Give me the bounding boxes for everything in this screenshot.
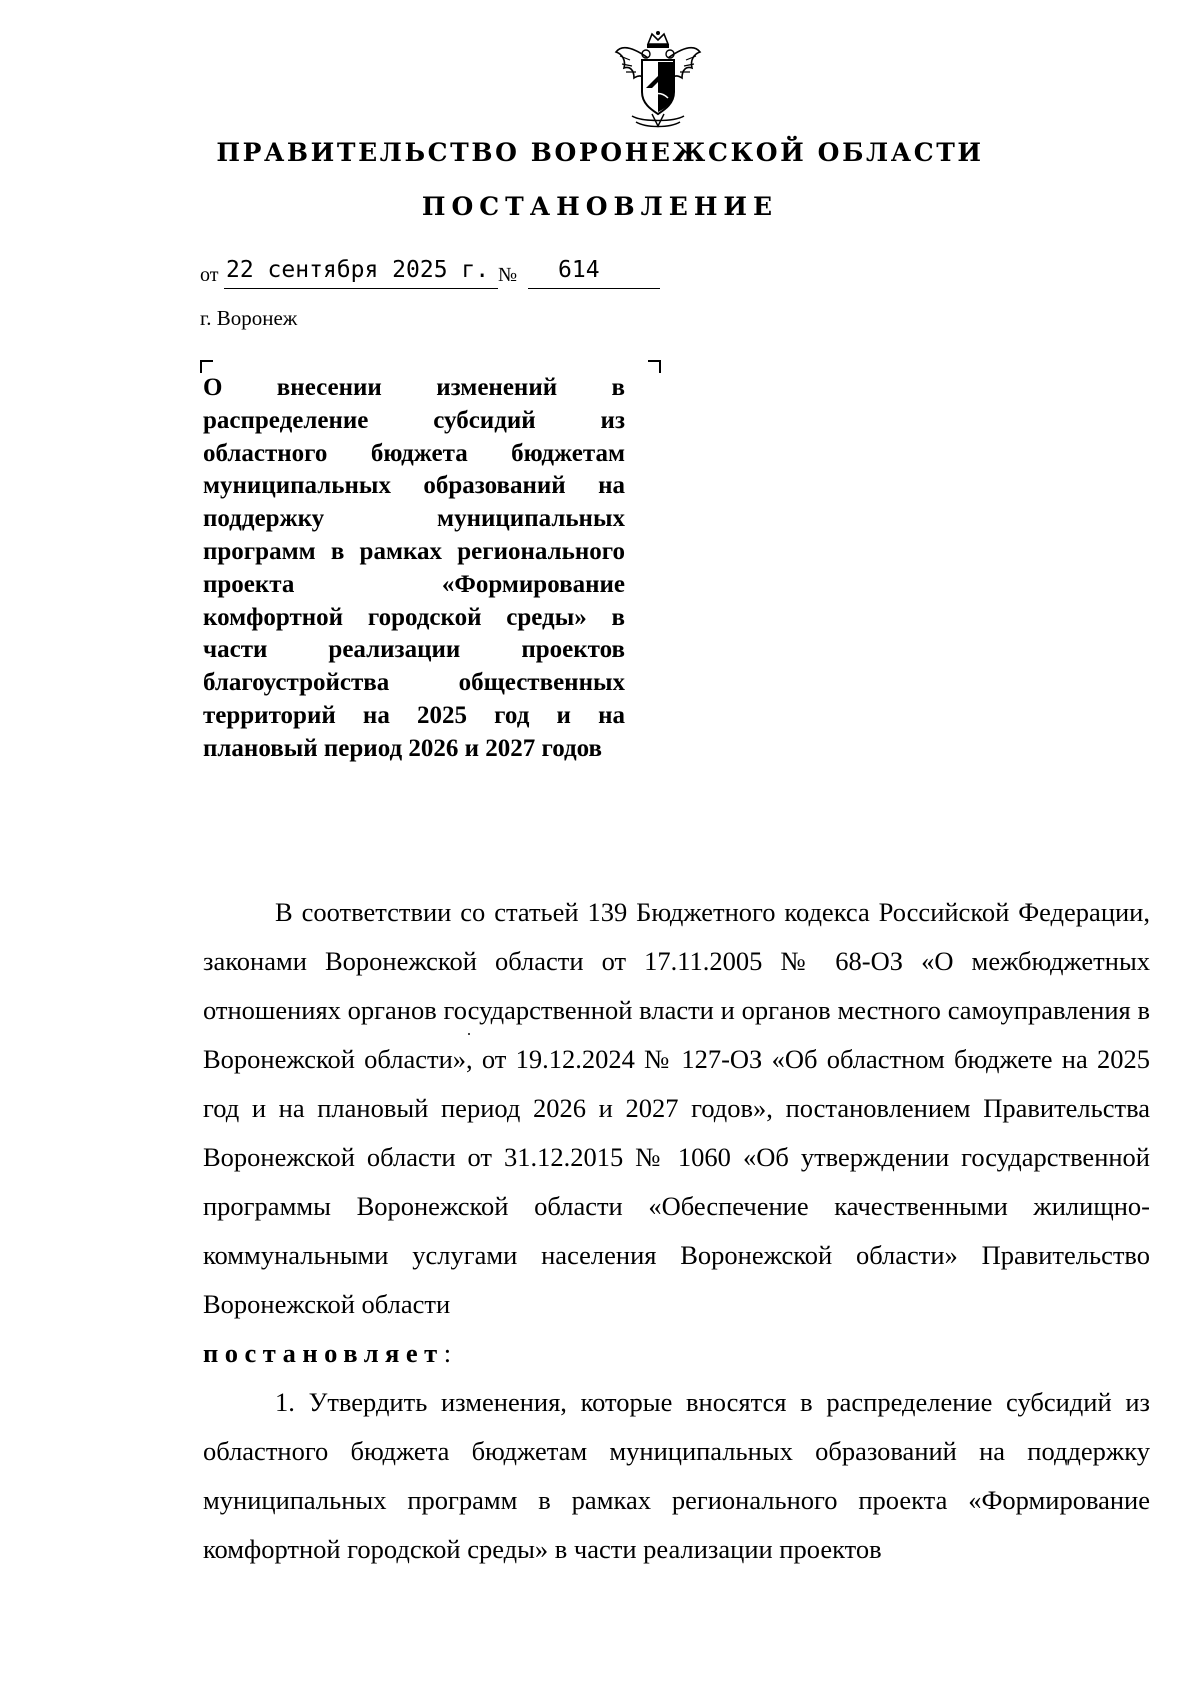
preamble-text: В соответствии со статьей 139 Бюджетного кодекса Российской Федерации, законами Воронежской области от 17.11.2005 № 68-ОЗ «О межбюджетных отношениях органов государственной власти и органов местного самоуправления в Воронежской области», от 19.12.2024 № 127-ОЗ «Об областном бюджете на 2025 год и на плановый период 2026 и 2027 годов», постановлением Правительства Воронежской области от 31.12.2015 № 1060 «Об утверждении государственной программы Воронежской области «Обеспечение качественными жилищно-коммунальными услугами населения Воронежской области» Правительство Воронежской области: [203, 897, 1150, 1319]
government-title: ПРАВИТЕЛЬСТВО ВОРОНЕЖСКОЙ ОБЛАСТИ: [216, 138, 984, 167]
coat-of-arms-icon: [612, 30, 704, 130]
item-1-text: 1. Утвердить изменения, которые вносятся в распределение субсидий из областного бюджета бюджетам муниципальных образований на поддержку муниципальных программ в рамках регионального проекта «Формирование комфортной городской среды» в части реализации проектов: [203, 1387, 1150, 1564]
item-1-paragraph: [203, 1378, 1150, 1574]
decree-line: [203, 1329, 1150, 1378]
date-number-line: [200, 255, 680, 289]
city: г. Воронеж: [200, 306, 298, 330]
date-prefix: от: [200, 264, 219, 286]
date-underline: [224, 288, 498, 289]
document-body: [203, 888, 1150, 1574]
preamble-paragraph: [203, 888, 1150, 1329]
document-date: 22 сентября 2025 г.: [226, 257, 490, 283]
document-number: 614: [558, 257, 600, 283]
decree-word: постановляет: [203, 1338, 444, 1368]
decree-colon: :: [443, 1338, 452, 1368]
subject-corner-right: [648, 360, 661, 373]
document-type: ПОСТАНОВЛЕНИЕ: [421, 192, 779, 221]
number-prefix: №: [498, 264, 518, 286]
document-subject: О внесении изменений в распределение субсидий из областного бюджета бюджетам муниципальных образований на поддержку муниципальных программ в рамках регионального проекта «Формирование комфортной городской среды» в части реализации проектов благоустройства общественных территорий на 2025 год и на плановый период 2026 и 2027 годов: [203, 374, 625, 762]
number-underline: [528, 288, 660, 289]
